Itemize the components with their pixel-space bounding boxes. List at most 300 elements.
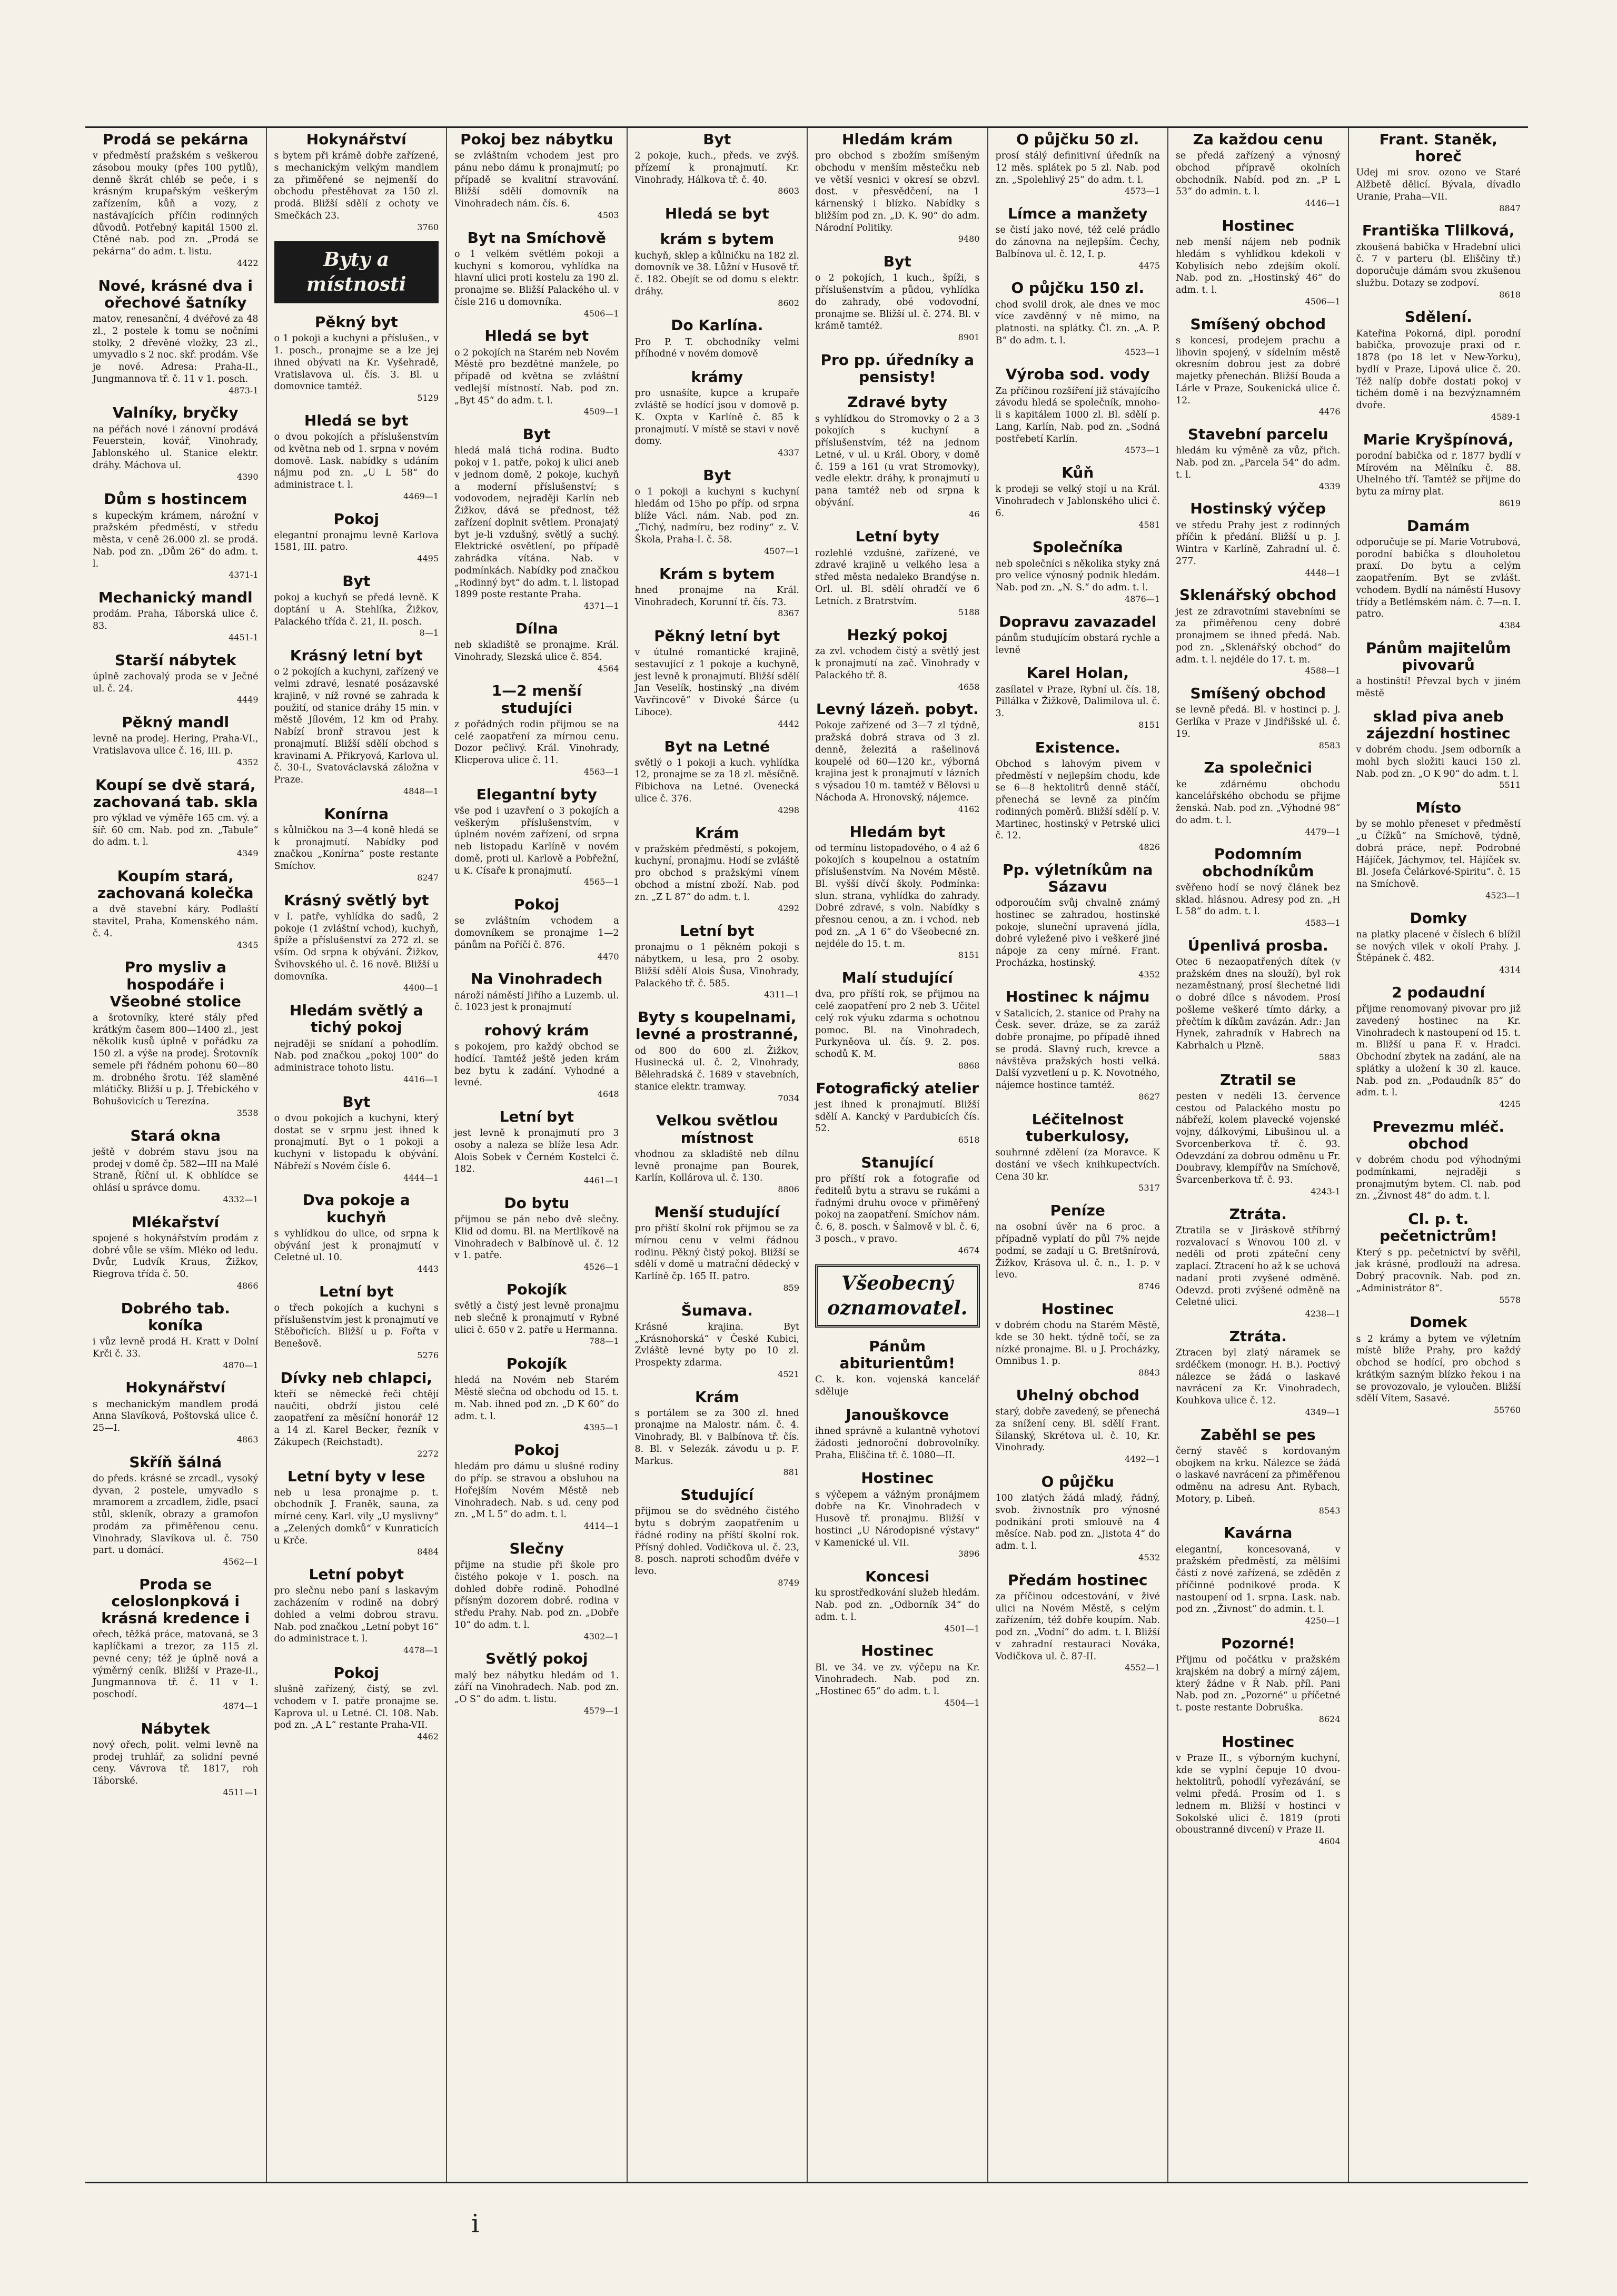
- ad-headline: Pro pp. úředníky a pensisty!: [820, 351, 975, 386]
- ad-code: 4863: [236, 1434, 259, 1444]
- classified-ad: [996, 280, 1160, 358]
- ad-headline: 1—2 menší studujíci: [491, 682, 582, 717]
- ad-headline: Krám: [695, 824, 739, 842]
- ad-code: 4573—1: [1125, 186, 1160, 196]
- classified-ad: [1356, 222, 1521, 300]
- ad-headline: Do Karlína.: [671, 316, 763, 334]
- ad-text: přijme na studie při škole pro čistého pokoje v 1. posch. na dohled dobře rodině. Pohodlné přísným dozorem dobré. rodina v středu Prahy. Nab. pod zn. „Dobře 10“ do adm. t. l.: [454, 1560, 619, 1630]
- ad-text: hned pronajme na Král. Vinohradech, Korunní tř. čís. 73.: [634, 585, 799, 608]
- ad-text: hledám pro dámu u slušné rodiny do příp. se stravou a obsluhou na Hořejším Novém Městě neb Vinohradech. Nab. s ud. ceny pod zn. „M L 5“ do adm. t. l.: [454, 1461, 619, 1520]
- ad-code: 4462: [417, 1731, 439, 1742]
- classified-ad: [1176, 846, 1341, 928]
- classified-ad: [454, 426, 619, 612]
- ad-headline: Hostinský výčep: [1190, 500, 1326, 518]
- ad-code: 8843: [1138, 1368, 1160, 1378]
- ad-code: 4400—1: [403, 983, 439, 993]
- ad-headline: Prodá se pekárna: [102, 131, 249, 148]
- ad-code: 4492—1: [1125, 1454, 1160, 1464]
- ad-text: kuchyň, sklep a kůlničku na 182 zl. domovník ve 38. Lůžní v Husově tř. č. 182. Obejít se od domu s elektr. dráhy.: [634, 250, 799, 297]
- ad-code: 3760: [417, 222, 439, 232]
- ad-code: 8—1: [419, 628, 439, 638]
- ad-text: o 2 pokojích, 1 kuch., špíži, s příslušenstvím a půdou, vyhlídka do zahrady, obé vodovodní, pronajme se. Bližší ul. č. 274. Bl. v krámě tamtéž.: [815, 273, 980, 332]
- classified-ad: [454, 971, 619, 1014]
- ad-text: pesten v neděli 13. července cestou od Palackého mostu po nábřeží, kolem plavecké vojenské vojny, dálkovými, Libušinou ul. a Svorcenberkova tř. č. 93. Odevzdání za dobrou odměnu u Fr. Doubravy, klempířův na Smíchově, Švarcenberkova tř. č. 93.: [1176, 1091, 1341, 1186]
- ad-text: v dobrém chodu na Starém Městě, kde se 30 hekt. týdně točí, se za nízké pronajme. Bl. u J. Procházky, Omnibus 1. p.: [995, 1320, 1160, 1367]
- ad-headline: Zdravé byty: [847, 393, 948, 411]
- classified-ad: [1176, 685, 1341, 751]
- ad-headline: Františka Tlilková,: [1362, 222, 1515, 240]
- ad-text: Ztratila se v Jiráskově stříbrný rozvalovací s Wnovou 100 zl. v neděli od proti zpáteční ceny zaplací. Ztracení ho až k se uchová nadaní proti zvyšené odměně. Odevzd. proti zvýšené odměně na Celetné ulici.: [1176, 1225, 1341, 1308]
- classified-ad: [93, 1379, 259, 1445]
- ad-text: by se mohlo přeneset v předměstí „u Čížků“ na Smíchově, týdně, dobrá práce, nepř. Podrobné Hájíček, Jáchymov, tel. Hájíček sv. Bl. Josefa Čelárkové-Spiritu“. č. 15 na Smíchově.: [1356, 819, 1521, 890]
- ad-text: Který s pp. pečetnictví by svěřil, jak krásné, prodlouží na adresa. Dobrý pracovník. Nab. pod zn. „Administrátor 8“.: [1356, 1247, 1521, 1294]
- ad-text: jest ze zdravotními stavebními se za přiměřenou ceny dobré pronajmem se ihned předá. Nab. pod zn. „Sklenářský obchod“ do adm. t. l. nejdéle do 17. t. m.: [1176, 606, 1341, 665]
- ad-code: 5883: [1318, 1052, 1341, 1062]
- ad-headline: Hledám byt: [849, 823, 946, 840]
- classified-ad: [1176, 1072, 1341, 1198]
- ad-text: pro usnašíte, kupce a krupaře zvláště se hodící jsou v domově p. K. Oxpta v Karlíně č. 85 k pronajmutí. V místě se stavi v nově domy.: [634, 388, 799, 447]
- ad-code: 55760: [1494, 1405, 1521, 1416]
- ad-code: 4479—1: [1305, 826, 1341, 837]
- column-6: [987, 128, 1168, 2182]
- ad-text: pro obchod s zbožím smíšeným obchodu v menším městečku neb ve větší vesnici v okresí se obzvl. dost. v přesvědčení, na 1 kárnenský i blízko. Nabídky s bližším pod zn. „D. K. 90“ do adm. Národní Politiky.: [815, 151, 980, 233]
- classified-ad: [93, 1300, 259, 1371]
- ad-code: 8618: [1499, 289, 1521, 300]
- ad-headline: Hezký pokoj: [847, 626, 948, 644]
- ad-headline: Byty s koupelnami, levné a prostranné,: [636, 1008, 799, 1043]
- ad-text: pro přiští školní rok přijmou se za mírnou cenu v velmi řádnou rodinu. Pěkný čistý pokoj. Bližší se sdělí v domě u matrační dědecký v Karlíně čp. 165 II. patro.: [634, 1223, 799, 1282]
- ad-text: odporučuje se pí. Marie Votrubová, porodní babička s dlouholetou praxí. Do bytu a celým zaopatřením. Byt se zvlášt. vchodem. Bydlí na náměstí Husovy třídy a Betlémském nám. č. 7—n. I. patro.: [1356, 537, 1521, 620]
- ad-code: 4674: [958, 1245, 980, 1255]
- ad-code: 8583: [1318, 740, 1341, 750]
- ad-headline: Cl. p. t. pečetnictrům!: [1380, 1210, 1497, 1245]
- ad-headline: Hledá se byt: [664, 205, 769, 223]
- ad-code: 8901: [958, 332, 980, 343]
- ad-text: prodám. Praha, Táborská ulice č. 83.: [93, 609, 259, 632]
- ad-headline: Na Vinohradech: [471, 970, 603, 988]
- ad-headline: Slečny: [509, 1539, 564, 1557]
- ad-text: jest levně k pronajmutí pro 3 osoby a naleza se blíže lesa Adr. Alois Sobek v Černém Kostelci č. 182.: [454, 1128, 619, 1175]
- ad-headline: Za každou cenu: [1193, 131, 1323, 148]
- ad-text: s koncesí, prodejem prachu a lihovin spojený, v sídelním městě okresním dobrou jest za dobré majetky přenechán. Bližší Bouda a Lárle v Praze, Soukenická ulice č. 12.: [1176, 335, 1341, 406]
- classified-ad: [454, 1109, 619, 1186]
- ad-text: pro příští rok a fotografie od ředitelů bytu a stravu se rukámi a řadnými druhu ovoce v přiměřený pokoj na zaopatření. Smíchov nám. č. 6, 8. posch. v Šalmově v bl. č. 6, 3 posch., v pravo.: [815, 1174, 980, 1244]
- ad-code: 4250—1: [1305, 1616, 1341, 1626]
- ad-text: z pořádných rodin přijmou se na celé zaopatření za mírnou cenu. Dozor pečlivý. Král. Vinohrady, Klicperova ulice č. 11.: [454, 719, 619, 766]
- classified-ad: [815, 352, 980, 385]
- ad-text: neb u lesa pronajme p. t. obchodník J. Franěk, sauna, za mírné ceny. Karl. vily „U myslivny“ a „Zelených domků“ v Kunraticích u Krče.: [274, 1487, 439, 1546]
- ad-headline: Pokoj bez nábytku: [460, 131, 613, 148]
- ad-code: 4583—1: [1305, 918, 1341, 928]
- classified-ad: [1356, 708, 1521, 791]
- ad-text: spojené s hokynářstvím prodám z dobré vůle se vším. Mléko od ledu. Dvůr, Ludvík Kraus, Žižkov, Riegrova třída č. 50.: [93, 1233, 259, 1280]
- classified-ad: [274, 412, 439, 502]
- ad-code: 4449: [236, 695, 259, 705]
- classified-ad: [454, 1442, 619, 1532]
- ad-code: 4562—1: [223, 1557, 259, 1567]
- ad-text: 100 zlatých žádá mladý, řádný, svob. živnostník pro výnosné podnikání proti smlouvě na 4 měsíce. Nab. pod zn. „Jistota 4“ do adm. t. l.: [995, 1493, 1160, 1552]
- ad-code: 4352: [236, 757, 259, 767]
- classified-ad: [1176, 1206, 1341, 1320]
- ad-headline: rohový krám: [484, 1022, 589, 1039]
- classified-ad: [274, 131, 439, 233]
- ad-code: 8806: [778, 1184, 799, 1195]
- ad-headline: Menší studující: [654, 1203, 780, 1221]
- ad-text: se zvláštním vchodem jest pro pánu nebo dámu k pronajmutí; po případě se kvalitní stravování. Bližší sdělí domovník na Vinohradech nám. čís. 6.: [454, 151, 619, 210]
- classified-ad: [454, 786, 619, 888]
- ad-code: 4501—1: [944, 1623, 980, 1634]
- ad-headline: sklad piva aneb zájezdní hostinec: [1366, 707, 1511, 742]
- ad-text: elegantní, koncesovaná, v pražském předměstí, za mělšími částí z nové zařízená, se zděděn z příčinné podnikové proda. K nastoupení od 1. srpna. Lask. nab. pod zn. „Živnost“ do admin. t. l.: [1176, 1544, 1341, 1615]
- ad-headline: Velkou světlou místnost: [656, 1112, 778, 1146]
- ad-text: v I. patře, vyhlídka do sadů, 2 pokoje (1 zvláštní vchod), kuchyň, špíže a příslušenství za 272 zl. se vším. Od srpna k obývání. Žižkov, Švihovského ul. č. 16 nově. Bližší u domovníka.: [274, 911, 439, 982]
- ad-headline: Za společnici: [1204, 759, 1313, 777]
- ad-text: a šrotovníky, které stály před krátkým časem 800—1400 zl., jest několik kusů úplně v pořádku za 150 zl. a výše na prodej. Šrotovník semele při řádném pohonu 60—80 m. drobného šrotu. Též slaměné mlátičky. Bližší u p. J. Třebického v Bohušovicích u Terezína.: [93, 1012, 259, 1107]
- classified-ad: [996, 665, 1160, 730]
- ad-headline: Pozorné!: [1221, 1634, 1295, 1652]
- ad-headline: Kavárna: [1224, 1524, 1293, 1542]
- ad-text: Přijmu od počátku v pražském krajském na dobrý a mírný zájem, který žádne v Ř Nab. příl. Pani Nab. pod zn. „Pozorné“ u příčetné t. poste restante Dobruška.: [1176, 1655, 1341, 1714]
- ad-code: 4866: [236, 1280, 259, 1291]
- ad-text: pronajmu o 1 pěkném pokoji s nábytkem, u lesa, pro 2 osoby. Bližší sdělí Alois Šusa, Vinohrady, Palackého tř. č. 585.: [634, 942, 799, 989]
- ad-text: nový ořech, polit. velmi levně na prodej truhlář, za solidní pevné ceny. Vávrova tř. 1817, roh Táborské.: [93, 1739, 259, 1787]
- ad-text: s výčepem a vážným pronájmem dobře na Kr. Vinohradech v Husově tř. pronajmu. Bližší v hostinci „U Národopisné výstavy“ v Kamenické ul. VII.: [815, 1489, 980, 1548]
- ad-text: elegantní pronajmu levně Karlova 1581, III. patro.: [274, 530, 439, 553]
- ad-code: 4565—1: [583, 877, 619, 887]
- classified-ad: [274, 1283, 439, 1361]
- ad-text: o 1 velkém světlém pokoji a kuchyni s komorou, vyhlídka na hlavní ulici proti kostelu za 190 zl. pronajme se. Bližší Palackého ul. v čísle 216 u domovníka.: [454, 249, 619, 308]
- ad-text: s kůlničkou na 3—4 koně hledá se k pronajmutí. Nabídky pod značkou „Konírna“ poste restante Smíchov.: [274, 825, 439, 872]
- ad-text: Krásné krajina. Byt „Krásnohorská“ v České Kubici, Zvláště levné byty po 10 zl. Prospekty zdarma.: [634, 1321, 799, 1368]
- ad-code: 881: [783, 1467, 799, 1478]
- ad-headline: Zaběhl se pes: [1200, 1426, 1316, 1443]
- ad-text: v pražském předměstí, s pokojem, kuchyní, pronajmu. Hodí se zvláště pro obchod s pražskými vínem obchod a místní zboží. Nab. pod zn. „Z L 87“ do adm. t. l.: [634, 844, 799, 903]
- ad-headline: Koncesi: [865, 1568, 930, 1586]
- ad-headline: Hostinec: [1222, 216, 1295, 234]
- ad-headline: Předám hostinec: [1007, 1571, 1148, 1589]
- ad-headline: Mechanický mandl: [98, 589, 253, 607]
- ad-code: 8151: [1138, 719, 1160, 730]
- ad-headline: Pěkný mandl: [122, 714, 230, 731]
- ad-text: ještě v dobrém stavu jsou na prodej v domě čp. 582—III na Malé Straně, Říční ul. K obhlídce se ohlásí u správce domu.: [93, 1146, 259, 1194]
- classified-ad: [996, 1387, 1160, 1465]
- ad-text: na osobní úvěr na 6 proc. a případně vyplatí do půl 7% nejde podmí, se zadají u G. Bretšnírová, Žižkov, Krásova ul. č. n., 1. p. v levo.: [995, 1222, 1160, 1281]
- ad-text: ve středu Prahy jest z rodinných příčin k předání. Bližší u p. J. Wintra v Karlíně, Zahradní ul. č. 277.: [1176, 520, 1341, 567]
- classified-ad: [93, 131, 259, 269]
- ad-code: 8749: [778, 1577, 799, 1588]
- classified-ad: [635, 1009, 800, 1104]
- ad-code: 4371—1: [583, 601, 619, 611]
- ad-headline: Byt na Smíchově: [467, 229, 606, 246]
- column-2: [266, 128, 447, 2182]
- ad-headline: Nábytek: [141, 1719, 211, 1737]
- ad-text: slušně zařízený, čistý, se zvl. vchodem v I. patře pronajme se. Kaprova ul. u Letné. Cl. 108. Nab. pod zn. „A L“ restante Praha-VII.: [274, 1684, 439, 1731]
- ad-text: hledá malá tichá rodina. Budto pokoj v 1. patře, pokoj k ulici aneb v jednom domě, 2 pokoje, kuchyň a moderní příslušenství; s vodovodem, nejraději Karlín neb Žižkov, dává se přednost, též zařízení doplnit světlem. Pronajatý byt je-li vzdušný, světlý a suchý. Elektrické osvětlení, po případě zahrádka vítána. Nab. v podmínkách. Nabídky pod značkou „Rodinný byt“ do adm. t. l. listopad 1899 poste restante Praha.: [454, 446, 619, 600]
- ad-text: přijme renomovaný pivovar pro již zavedený hostinec na Kr. Vinohradech k nastoupení od 15. t. m. Bližší u pana F. v. Hradci. Obchodní zbytek na zadání, ale na splátky a uložení k 30 zl. kauce. Nab. pod zn. „Podaudník 85“ do adm. t. l.: [1356, 1004, 1521, 1098]
- ad-code: 4552—1: [1125, 1662, 1160, 1673]
- ad-text: o dvou pokojích a kuchyni, který dostat se v srpnu jest ihned k pronajmutí. Byt o 1 pokoji a kuchyni v listopadu k obývání. Nábřeží s Novém čísle 6.: [274, 1113, 439, 1172]
- ad-headline: Elegantní byty: [476, 785, 597, 803]
- classified-ad: [1356, 1314, 1521, 1416]
- ad-text: zasílatel v Praze, Rybní ul. čís. 18, Pillálka v Žižkově, Dalimilova ul. č. 3.: [995, 684, 1160, 719]
- classified-ad: [996, 464, 1160, 530]
- classified-ad: [93, 1576, 259, 1712]
- classified-ad: [1176, 1525, 1341, 1626]
- ad-text: svěřeno hodí se nový článek bez sklad. hlásnou. Adresy pod zn. „H L 58“ do adm. t. l.: [1176, 882, 1341, 917]
- ad-headline: Pro mysliv a hospodáře i Všeobné stolice: [110, 958, 241, 1010]
- ad-headline: Byt na Letné: [664, 737, 770, 755]
- ad-text: černý stavěč s kordovaným obojkem na krku. Nálezce se žádá o laskavé navrácení za přiměřenou odměnu na adresu Ant. Rybach, Motory, p. Libeň.: [1176, 1446, 1341, 1505]
- ad-headline: 2 podaudní: [1392, 983, 1485, 1001]
- ad-code: 4506—1: [583, 308, 619, 319]
- ad-text: s pokojem, pro každý obchod se hodící. Tamtéž ještě jeden krám bez bytu k zadání. Vyhodné a levné.: [454, 1042, 619, 1088]
- classified-ad: [454, 1022, 619, 1100]
- ad-text: vše pod i uzavření o 3 pokojích a veškerým příslušenstvím, v úplném novém zařízení, od srpna neb listopadu Karlíně v novém domě, proti ul. Karlově a Pobřežní, u K. Císaře k pronajmutí.: [454, 805, 619, 876]
- classified-ad: [1176, 759, 1341, 837]
- classified-ad: [1176, 587, 1341, 677]
- ad-headline: Výroba sod. vody: [1005, 365, 1150, 383]
- classified-ad: [454, 896, 619, 962]
- classified-ad: [93, 1454, 259, 1568]
- classified-ad: [815, 969, 980, 1071]
- ad-code: 4874—1: [223, 1700, 259, 1711]
- ad-text: hledá na Novém neb Starém Městě slečna od obchodu od 15. t. m. Nab. ihned pod zn. „D K 60“ do adm. t. l.: [454, 1375, 619, 1422]
- ad-code: 4371-1: [229, 570, 259, 580]
- ad-text: levně na prodej. Hering, Praha-VI., Vratislavova ulice č. 16, III. p.: [93, 734, 259, 757]
- ad-text: rozlehlé vzdušné, zařízené, ve zdravé krajině u velkého lesa a střed města nedaleko Brandýse n. Orl. ul. Bl. sdělí ohradčí ve 6 Letních. z Bratrstvím.: [815, 548, 980, 607]
- page-mark: i: [471, 2209, 480, 2239]
- classified-ad: [93, 278, 259, 397]
- classified-ad: [996, 131, 1160, 197]
- ad-text: se čistí jako nové, též celé prádlo do zánovna na nejlepším. Čechy, Balbínova ul. č. 12, I. p.: [995, 225, 1160, 260]
- ad-text: 2 pokoje, kuch., předs. ve zvýš. přízemí k pronajmutí. Kr. Vinohrady, Hálkova tř. č. 40.: [634, 151, 799, 185]
- classified-ad: [93, 1720, 259, 1798]
- classified-ad: [1356, 131, 1521, 214]
- classified-ad: [1176, 937, 1341, 1063]
- ad-headline: Stanující: [861, 1153, 934, 1171]
- ad-headline: Pokoj: [514, 1441, 560, 1459]
- ad-headline: Pokoj: [333, 510, 379, 528]
- classified-ad: [274, 1566, 439, 1656]
- classified-ad: [1176, 1427, 1341, 1517]
- ad-code: 8847: [1499, 203, 1521, 213]
- ad-code: 4604: [1318, 1836, 1341, 1847]
- classified-ad: [93, 1127, 259, 1205]
- ad-headline: Byt: [522, 425, 551, 443]
- ad-text: odporoučím svůj chvalně známý hostinec se zahradou, hostinské pokoje, sluneční upravená jídla, dobré vyležené pivo i veškeré jiné nápoje za ceny mírné. Frant. Procházka, hostinský.: [995, 898, 1160, 968]
- ad-headline: Dům s hostincem: [104, 490, 247, 508]
- ad-code: 4422: [236, 258, 259, 268]
- classified-ad: [93, 714, 259, 768]
- ad-headline: Domek: [1410, 1313, 1467, 1331]
- ad-headline: Hokynářství: [125, 1379, 226, 1397]
- classified-ad: [454, 131, 619, 221]
- classified-ad: [1356, 1211, 1521, 1305]
- ad-headline: Pánům majitelům pivovarů: [1365, 639, 1511, 674]
- ad-text: Za příčinou rozšíření již stávajícího závodu hledá se společník, mnoho-li s kapitálem 1000 zl. Bl. sdělí p. Lang, Karlín, Nab. pod zn. „Sodná postřebetí Karlín.: [995, 385, 1160, 444]
- ad-headline: Skříň šálná: [129, 1453, 222, 1471]
- classified-ad: [996, 862, 1160, 981]
- ad-code: 4448—1: [1305, 567, 1341, 578]
- classified-ad: [996, 366, 1160, 456]
- ad-text: Bl. ve 34. ve zv. výčepu na Kr. Vinohradech. Nab. pod zn. „Hostinec 65“ do adm. t. l.: [815, 1662, 980, 1697]
- classified-ad: [635, 205, 800, 222]
- classified-ad: [635, 1112, 800, 1195]
- ad-code: 4414—1: [583, 1521, 619, 1531]
- ad-headline: Společníka: [1032, 538, 1123, 556]
- ad-text: porodní babička od r. 1877 bydlí v Mírovém na Mělníku č. 88. Uhelného tří. Tamtéž se přijme do bytu za mírny plat.: [1356, 450, 1521, 498]
- ad-headline: Hostinec: [861, 1469, 934, 1487]
- ad-code: 4339: [1318, 481, 1341, 491]
- classified-ad: [454, 682, 619, 777]
- ad-headline: Dílna: [515, 619, 558, 637]
- classified-ad: [996, 1301, 1160, 1379]
- ad-text: i vůz levně prodá H. Kratt v Dolní Krči č. 33.: [93, 1337, 259, 1359]
- ad-headline: Ztratil se: [1220, 1071, 1296, 1088]
- ad-text: ku sprostředkování služeb hledám. Nab. pod zn. „Odborník 34“ do adm. t. l.: [815, 1588, 980, 1622]
- ad-text: o třech pokojích a kuchyni s příslušenstvím jest k pronajmutí ve Stěbořicích. Bližší u p. Fořta v Benešově.: [274, 1302, 439, 1350]
- ad-text: a hostinští! Převzal bych v jiném městě: [1356, 676, 1521, 699]
- ad-text: chod svolil drok, ale dnes ve moc více zavděnný v ně mimo, na platnosti. na splátky. Čl. zn. „A. P. B“ do adm. t. l.: [995, 299, 1160, 346]
- ad-text: kteří se německé řeči chtějí naučiti, obdrží jistou celé zaopatření za měsíční honorář 12 a 14 zl. Karel Becker, řezník v Zákupech (Reichstadt).: [274, 1389, 439, 1448]
- ad-code: 4352: [1138, 969, 1160, 979]
- ad-text: jest ihned k pronajmutí. Bližší sdělí A. Kancký v Pardubicích čís. 52.: [815, 1099, 980, 1134]
- ad-headline: Byt: [342, 572, 371, 590]
- ad-headline: Podomním obchodníkům: [1202, 845, 1314, 880]
- ad-headline: Letní byty: [855, 528, 939, 546]
- ad-headline: Peníze: [1050, 1202, 1105, 1220]
- classified-ad: [815, 824, 980, 962]
- classified-ad: [1176, 217, 1341, 308]
- ad-text: pokoj a kuchyň se předá levně. K doptání u A. Stehlíka, Žižkov, Palackého třída č. 21, II. posch.: [274, 592, 439, 627]
- ad-text: světlý a čistý jest levně pronajmu neb slečně k pronajmutí v Rybné ulici č. 650 v 2. patře u Hermanna.: [454, 1301, 619, 1335]
- ad-code: 9480: [958, 234, 980, 244]
- ad-headline: Koupí se dvě stará, zachovaná tab. skla: [93, 776, 258, 810]
- ad-headline: Hostinec: [861, 1642, 934, 1660]
- ad-headline: Límce a manžety: [1007, 205, 1148, 223]
- classified-ad: [454, 1540, 619, 1642]
- classified-ad: [1356, 910, 1521, 976]
- classified-ad: [1176, 316, 1341, 418]
- ad-code: 5317: [1138, 1183, 1160, 1193]
- ad-text: pánům studujícím obstará rychle a levně: [995, 632, 1160, 656]
- ad-headline: Dívky neb chlapci,: [280, 1369, 432, 1387]
- ad-code: 3896: [958, 1549, 980, 1559]
- ad-code: 46: [969, 509, 980, 519]
- ad-code: 4658: [958, 681, 980, 692]
- ad-text: Ztracen byl zlatý náramek se srdéčkem (monogr. H. B.). Poctivý nálezce se žádá o laskavé navrácení za Kr. Vinohradech, Kouhkova ulice č. 12.: [1176, 1348, 1341, 1407]
- classified-ad: [996, 205, 1160, 271]
- classified-ad: [815, 528, 980, 618]
- ad-headline: Karel Holan,: [1026, 664, 1129, 682]
- classified-ad: [274, 1094, 439, 1184]
- ad-headline: Damám: [1407, 517, 1470, 535]
- ad-code: 4509—1: [583, 407, 619, 417]
- ad-text: hledám ku výměně za vůz, přich. Nab. pod zn. „Parcela 54“ do adm. t. l.: [1176, 446, 1341, 480]
- ad-headline: Pp. výletníkům na Sázavu: [1003, 860, 1153, 895]
- ad-headline: Světlý pokoj: [485, 1650, 588, 1668]
- classified-ad: [454, 1281, 619, 1347]
- ad-text: na platky placené v číslech 6 blížil se nových vilek v okolí Prahy. J. Štěpánek č. 482.: [1356, 929, 1521, 964]
- ad-text: od termínu listopadového, o 4 až 6 pokojích s koupelnou a ostatním příslušenstvím. Na Novém Městě. Bl. vyšší dívčí školy. Podmínka: slun. strana, vyhlídka do zahrady. Dobré zdravé, s voln. Nabídky s přesnou cenou, a zn. i vchod. neb pod zn. „A 1 6“ do Všeobecné zn. nejdéle do 15. t. m.: [815, 843, 980, 949]
- ad-code: 8627: [1138, 1091, 1160, 1102]
- classified-ad: [274, 892, 439, 994]
- ad-headline: Hostinec: [1222, 1733, 1295, 1750]
- ad-text: matov, renesanční, 4 dvéřové za 48 zl., 2 postele k tomu se nočními stolky, 2 dřevěné vložky, 23 zl., umyvadlo s 2 noc. skř. prodám. Vše je nové. Adresa: Praha-II., Jungmannova tř. č. 11 v 1. posch.: [93, 314, 259, 384]
- ad-code: 859: [783, 1282, 799, 1293]
- classified-ad: [635, 231, 800, 309]
- ad-text: v dobrém chodu. Jsem odborník a mohl bych složiti kauci 150 zl. Nab. pod zn. „O K 90“ do adm. t. l.: [1356, 745, 1521, 779]
- ad-text: se zvláštním vchodem a domovníkem se pronajme 1—2 pánům na Poříčí č. 876.: [454, 916, 619, 951]
- classified-ad: [815, 131, 980, 245]
- ad-text: s kupeckým krámem, nárožní v pražském předměstí, v středu města, v ceně 26.000 zl. se prodá. Nab. pod zn. „Dům 26“ do adm. t. l.: [93, 510, 259, 569]
- classified-ad: [635, 1389, 800, 1479]
- ad-code: 4873-1: [229, 385, 259, 395]
- classified-ad: [815, 1154, 980, 1256]
- ad-headline: Letní byty v lese: [287, 1467, 425, 1485]
- classified-ad: [996, 539, 1160, 605]
- ad-headline: Janouškovce: [846, 1406, 949, 1423]
- ad-text: Pro P. T. obchodníky velmi příhodné v novém domově: [634, 337, 799, 360]
- ad-text: Udej mi srov. ozono ve Staré Alžbetě dělicí. Bývala, dívadlo Uranie, Praha—VII.: [1356, 167, 1521, 202]
- ad-code: 8367: [778, 608, 799, 619]
- ad-code: 4504—1: [944, 1697, 980, 1708]
- classified-ad: [815, 1470, 980, 1560]
- ad-headline: Existence.: [1035, 738, 1120, 756]
- classified-ad: [1356, 1119, 1521, 1202]
- ad-headline: Dva pokoje a kuchyň: [302, 1191, 410, 1226]
- ad-headline: Marie Kryšpínová,: [1363, 430, 1514, 448]
- ad-text: neb menší nájem neb podnik hledám s vyhlídkou kdekoli v Kobylisích nebo zdejším okolí. Nab. pod zn. „Hostinský 46“ do adm. t. l.: [1176, 237, 1341, 296]
- ad-text: o 1 pokoji a kuchyni s kuchyní hledám od 15ho po příp. od srpna blíže Václ. nám. Nab. pod zn. „Tichý, nadmíru, bez rodiny“ z. V. Škola, Praha-I. č. 58.: [634, 487, 799, 546]
- classified-ad: [274, 1665, 439, 1743]
- ad-code: 788—1: [589, 1336, 619, 1347]
- ad-text: v Satalicích, 2. stanice od Prahy na Česk. sever. dráze, se za zaráž dobře pronajme, po případě ihned se prodá. Slavný ruch, krevce a návštěva pražských hosti velká. Další vyzvetlení u p. K. Novotného, nájemce hostince tamtéž.: [995, 1008, 1160, 1091]
- ad-text: s portálem se za 300 zl. hned pronajme na Malostr. nám. č. 4. Vinohrady, Bl. v Balbínova tř. čís. 8. Bl. v Selezák. závodu u p. F. Markus.: [634, 1408, 799, 1467]
- ad-code: 4292: [778, 903, 799, 914]
- column-8: [1348, 128, 1529, 2182]
- ad-code: 4506—1: [1305, 296, 1341, 306]
- ad-headline: Letní byt: [680, 922, 755, 940]
- ad-text: na péřách nové i zánovní prodává Feuerstein, kovář, Vinohrady, Jablonského ul. Stanice elektr. dráhy. Máchova ul.: [93, 424, 259, 471]
- ad-code: 4349—1: [1305, 1407, 1341, 1417]
- ad-text: pro výklad ve výměře 165 cm. vý. a šíř. 60 cm. Nab. pod zn. „Tabule“ do adm. t. l.: [93, 813, 259, 848]
- ad-text: s bytem při krámě dobře zařízené, s mechanickým velkým mandlem za přiměřené se nejmenší do obchodu přestěhovat za 150 zl. prodá. Bližší sdělí z ochoty ve Smečkách 23.: [274, 151, 439, 221]
- ad-text: C. k. kon. vojenská kancelář sděluje: [815, 1374, 980, 1398]
- ad-headline: Kůň: [1062, 464, 1094, 482]
- ad-text: o dvou pokojích a příslušenstvím od května neb od 1. srpna v novém domově. Lask. nabídky s udáním nájmu pod zn. „U L 58“ do administrace t. l.: [274, 432, 439, 490]
- ad-code: 5511: [1499, 780, 1521, 790]
- classified-ad: [815, 1080, 980, 1146]
- ad-code: 4573—1: [1125, 445, 1160, 456]
- ad-code: 4589-1: [1491, 411, 1521, 422]
- classified-ad: [93, 491, 259, 581]
- ad-code: 8602: [778, 298, 799, 308]
- ad-code: 3538: [236, 1107, 259, 1118]
- classified-ad: [815, 1568, 980, 1634]
- classified-ad: [635, 1204, 800, 1294]
- column-4: [627, 128, 807, 2182]
- ad-code: 4476: [1318, 407, 1341, 417]
- ad-code: 8247: [417, 872, 439, 883]
- ad-code: 4470: [597, 951, 619, 962]
- ad-headline: Ztráta.: [1229, 1328, 1287, 1345]
- ad-text: o 2 pokojích na Starém neb Novém Městě pro bezdětné manžele, po případě od května se zvláštní vedlejší místností. Nab. pod zn. „Byt 45“ do adm. t. l.: [454, 347, 619, 406]
- classified-ad: [635, 317, 800, 360]
- ad-headline: Pěkný letní byt: [654, 627, 780, 645]
- ad-code: 2272: [417, 1448, 439, 1459]
- ad-text: o 2 pokojích a kuchyni, zařízený ve velmi zdravé, lesnaté posázavské krajině, v níž rovné se zahrada k použití, od stanice dráhy 15 min. v městě Jílovém, 12 km od Prahy. Nabízí bronř stravou jest k pronajmutí. Bližší sdělí obchod s kravinami A. Přikryová, Karlova ul. č. 30-I., Svatováclavská záložna v Praze.: [274, 667, 439, 786]
